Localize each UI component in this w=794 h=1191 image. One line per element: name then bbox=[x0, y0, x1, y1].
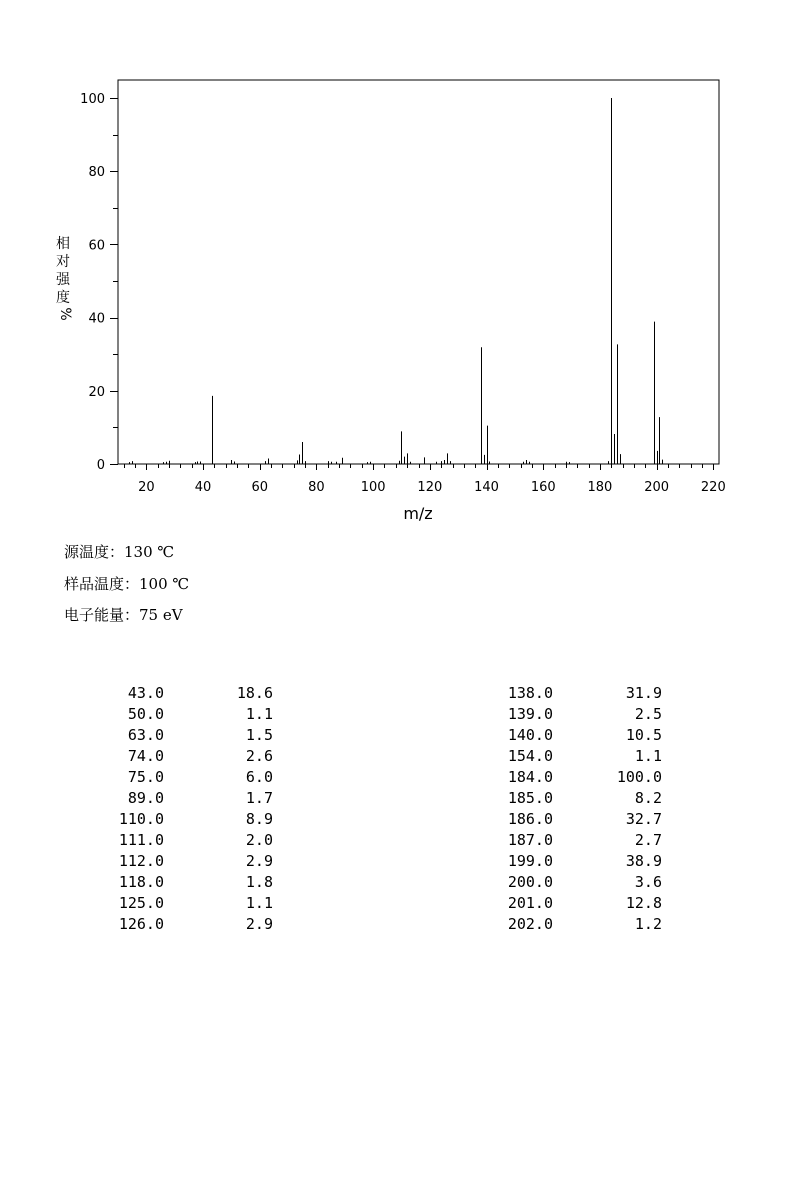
x-tick-label: 80 bbox=[308, 480, 325, 495]
x-tick-label: 40 bbox=[194, 480, 212, 495]
source-temperature bbox=[64, 541, 174, 562]
peak-row bbox=[83, 872, 273, 893]
peak-mz: 186.0 bbox=[507, 810, 553, 828]
x-tick-label: 20 bbox=[138, 480, 155, 495]
peak-intensity: 8.2 bbox=[634, 789, 662, 807]
peak-row bbox=[472, 914, 662, 935]
y-tick-label: 40 bbox=[88, 311, 105, 327]
peak-mz: 125.0 bbox=[118, 894, 164, 912]
peak-intensity: 18.6 bbox=[236, 684, 273, 702]
peak-mz: 138.0 bbox=[507, 684, 553, 702]
peak-mz: 74.0 bbox=[127, 747, 164, 765]
peak-row bbox=[83, 914, 273, 935]
peak-intensity: 1.7 bbox=[245, 789, 273, 807]
peak-row bbox=[472, 851, 662, 872]
mass-spectrum-chart bbox=[0, 0, 794, 530]
peak-mz: 199.0 bbox=[507, 852, 553, 870]
peak-row bbox=[472, 683, 662, 704]
peak-mz: 118.0 bbox=[118, 873, 164, 891]
peak-mz: 185.0 bbox=[507, 789, 553, 807]
peak-row bbox=[83, 851, 273, 872]
sample-temperature bbox=[64, 573, 189, 594]
peak-intensity: 2.5 bbox=[634, 705, 662, 723]
peak-row bbox=[83, 830, 273, 851]
peak-mz: 154.0 bbox=[507, 747, 553, 765]
peaks-layer bbox=[130, 98, 663, 464]
peak-intensity: 2.6 bbox=[245, 747, 273, 765]
peak-intensity: 6.0 bbox=[245, 768, 273, 786]
peak-table-right bbox=[472, 683, 662, 935]
peak-row bbox=[472, 746, 662, 767]
condition-value: 130 ℃ bbox=[124, 543, 175, 561]
x-axis-label: m/z bbox=[403, 504, 433, 523]
peak-intensity: 8.9 bbox=[245, 810, 273, 828]
peak-intensity: 2.0 bbox=[245, 831, 273, 849]
peak-intensity: 10.5 bbox=[625, 726, 662, 744]
x-tick-label: 100 bbox=[360, 480, 386, 495]
y-tick-label: 20 bbox=[88, 384, 105, 400]
condition-value: 75 eV bbox=[139, 606, 183, 624]
x-tick-label: 200 bbox=[644, 480, 670, 495]
peak-mz: 202.0 bbox=[507, 915, 553, 933]
peak-intensity: 1.1 bbox=[245, 894, 273, 912]
peak-mz: 200.0 bbox=[507, 873, 553, 891]
y-axis-label-char: 度 bbox=[56, 290, 70, 306]
peak-intensity: 32.7 bbox=[625, 810, 662, 828]
peak-intensity: 1.1 bbox=[245, 705, 273, 723]
x-tick-label: 140 bbox=[474, 480, 499, 495]
y-axis-label-char: 强 bbox=[56, 272, 70, 288]
peak-intensity: 38.9 bbox=[625, 852, 662, 870]
condition-label: 电子能量： bbox=[64, 606, 140, 624]
peak-row bbox=[472, 872, 662, 893]
peak-intensity: 1.1 bbox=[634, 747, 662, 765]
peak-row bbox=[83, 683, 273, 704]
y-tick-label: 0 bbox=[96, 458, 105, 473]
peak-mz: 112.0 bbox=[118, 852, 164, 870]
peak-row bbox=[472, 704, 662, 725]
peak-row bbox=[83, 746, 273, 767]
y-axis-label bbox=[56, 235, 73, 321]
peak-row bbox=[83, 788, 273, 809]
peak-mz: 110.0 bbox=[118, 810, 164, 828]
condition-label: 样品温度： bbox=[64, 575, 140, 593]
peak-row bbox=[472, 725, 662, 746]
peak-intensity: 31.9 bbox=[625, 684, 662, 702]
peak-intensity: 1.8 bbox=[245, 873, 273, 891]
peak-mz: 139.0 bbox=[507, 705, 553, 723]
peak-intensity: 1.2 bbox=[634, 915, 662, 933]
peak-mz: 187.0 bbox=[507, 831, 553, 849]
peak-mz: 75.0 bbox=[127, 768, 164, 786]
x-tick-label: 60 bbox=[251, 480, 269, 495]
peak-intensity: 2.7 bbox=[634, 831, 662, 849]
peak-intensity: 100.0 bbox=[616, 768, 662, 786]
peak-row bbox=[472, 830, 662, 851]
y-tick-label: 100 bbox=[80, 92, 105, 107]
electron-energy bbox=[64, 604, 183, 625]
x-tick-label: 220 bbox=[700, 480, 726, 495]
y-axis bbox=[80, 92, 118, 473]
peak-intensity: 1.5 bbox=[245, 726, 273, 744]
peak-row bbox=[83, 767, 273, 788]
peak-intensity: 2.9 bbox=[245, 915, 273, 933]
x-tick-label: 160 bbox=[530, 480, 556, 495]
peak-mz: 63.0 bbox=[127, 726, 164, 744]
peak-mz: 201.0 bbox=[507, 894, 553, 912]
peak-row bbox=[472, 767, 662, 788]
peak-row bbox=[472, 788, 662, 809]
peak-mz: 184.0 bbox=[507, 768, 553, 786]
y-axis-label-char: % bbox=[57, 307, 73, 321]
x-tick-label: 180 bbox=[587, 480, 613, 495]
peak-mz: 111.0 bbox=[118, 831, 164, 849]
peak-row bbox=[472, 893, 662, 914]
peak-mz: 126.0 bbox=[118, 915, 164, 933]
condition-value: 100 ℃ bbox=[139, 575, 190, 593]
x-tick-label: 120 bbox=[417, 480, 443, 495]
peak-intensity: 12.8 bbox=[625, 894, 662, 912]
peak-intensity: 2.9 bbox=[245, 852, 273, 870]
y-axis-label-char: 对 bbox=[56, 254, 70, 270]
peak-row bbox=[83, 893, 273, 914]
peak-mz: 50.0 bbox=[127, 705, 164, 723]
y-tick-label: 80 bbox=[88, 165, 105, 181]
peak-row bbox=[83, 809, 273, 830]
peak-mz: 89.0 bbox=[127, 789, 164, 807]
peak-mz: 43.0 bbox=[127, 684, 164, 702]
peak-table-left bbox=[83, 683, 273, 935]
plot-frame bbox=[118, 80, 719, 464]
condition-label: 源温度： bbox=[64, 543, 125, 561]
peak-mz: 140.0 bbox=[507, 726, 553, 744]
peak-row bbox=[472, 809, 662, 830]
peak-row bbox=[83, 725, 273, 746]
peak-row bbox=[83, 704, 273, 725]
x-axis bbox=[125, 464, 726, 495]
y-axis-label-char: 相 bbox=[56, 236, 70, 252]
y-tick-label: 60 bbox=[88, 238, 105, 254]
peak-intensity: 3.6 bbox=[634, 873, 662, 891]
